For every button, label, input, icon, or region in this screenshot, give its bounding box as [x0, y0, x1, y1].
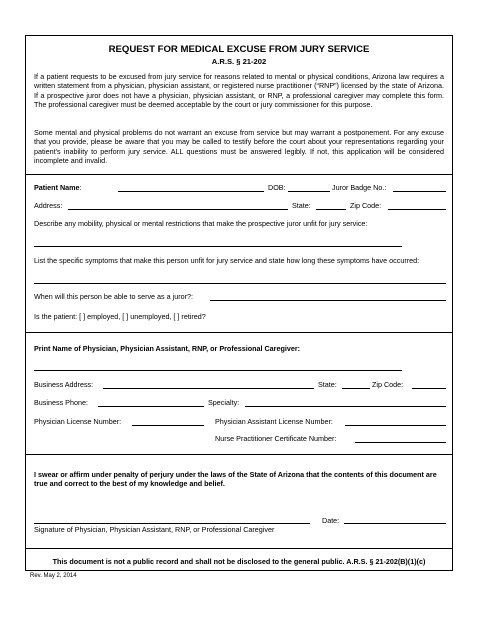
intro-paragraph-1: If a patient requests to be excused from jury service for reasons related to mental or physical conditions, Arizona law requires a written statement from a physician, physician assistant, or registered nurse practitioner (“RNP”) licensed by the state of Arizona. If a prospective juror does not have a physician, physician assistant, or RNP, a professional caregiver may complete this form. The professional caregiver must be deemed acceptable by the court or jury commissioner for this purpose.: [34, 72, 444, 110]
form-frame: [25, 35, 453, 571]
section-divider-1: [26, 174, 452, 175]
symptoms-field[interactable]: [34, 283, 446, 284]
patient-name-field[interactable]: [118, 191, 264, 192]
statute-reference: A.R.S. § 21-202: [211, 57, 267, 66]
business-address-field[interactable]: [103, 388, 314, 389]
dob-label: DOB:: [268, 183, 286, 192]
date-label: Date:: [322, 516, 340, 525]
print-name-label: Print Name of Physician, Physician Assistant, RNP, or Professional Caregiver:: [34, 344, 301, 353]
section-divider-4: [26, 548, 452, 549]
pa-license-label: Physician Assistant License Number:: [215, 417, 333, 426]
able-to-serve-label: When will this person be able to serve as a juror?:: [34, 292, 194, 301]
employment-status-label[interactable]: Is the patient: [ ] employed, [ ] unemployed, [ ] retired?: [34, 312, 206, 321]
business-state-field[interactable]: [342, 388, 370, 389]
specialty-label: Specialty:: [208, 398, 240, 407]
date-field[interactable]: [344, 523, 446, 524]
address-field[interactable]: [68, 209, 288, 210]
business-address-label: Business Address:: [34, 380, 94, 389]
signature-field[interactable]: [34, 523, 310, 524]
state-field[interactable]: [316, 209, 346, 210]
np-certificate-label: Nurse Practitioner Certificate Number:: [215, 434, 337, 443]
print-name-field[interactable]: [34, 370, 402, 371]
signature-label: Signature of Physician, Physician Assistant, RNP, or Professional Caregiver: [34, 525, 275, 534]
business-state-label: State:: [318, 380, 337, 389]
physician-license-label: Physician License Number:: [34, 417, 122, 426]
business-zip-label: Zip Code:: [372, 380, 404, 389]
pa-license-field[interactable]: [345, 425, 446, 426]
able-to-serve-field[interactable]: [210, 300, 446, 301]
patient-name-label: Patient Name:: [34, 183, 82, 192]
revision-date: Rev. May 2, 2014: [30, 573, 77, 579]
restrictions-label: Describe any mobility, physical or mental restrictions that make the prospective juror unfit for jury service:: [34, 219, 368, 228]
state-label: State:: [292, 201, 311, 210]
address-label: Address:: [34, 201, 63, 210]
dob-field[interactable]: [288, 191, 330, 192]
business-phone-field[interactable]: [98, 406, 204, 407]
zip-code-field[interactable]: [388, 209, 446, 210]
confidentiality-notice: This document is not a public record and shall not be disclosed to the general public. A.R.S. § 21-202(B)(1)(c): [52, 557, 426, 566]
intro-paragraph-2: Some mental and physical problems do not warrant an excuse from service but may warrant a postponement. For any excuse that you provide, please be aware that you may be called to testify before the court about your representations regarding your patient’s inability to perform jury service. ALL questions must be answered legibly. If not, this application will be considered incomplete and invalid.: [34, 128, 444, 166]
symptoms-label: List the specific symptoms that make this person unfit for jury service and state how long these symptoms have occurred:: [34, 256, 420, 265]
business-zip-field[interactable]: [412, 388, 446, 389]
physician-license-field[interactable]: [132, 425, 204, 426]
specialty-field[interactable]: [245, 406, 446, 407]
juror-badge-label: Juror Badge No.:: [332, 183, 387, 192]
restrictions-field[interactable]: [34, 246, 402, 247]
section-divider-2: [26, 332, 452, 333]
juror-badge-field[interactable]: [393, 191, 446, 192]
section-divider-3: [26, 454, 452, 455]
form-title: REQUEST FOR MEDICAL EXCUSE FROM JURY SERVICE: [108, 44, 370, 55]
np-certificate-field[interactable]: [355, 442, 446, 443]
zip-code-label: Zip Code:: [350, 201, 382, 210]
affirmation-statement: I swear or affirm under penalty of perjury under the laws of the State of Arizona that the contents of this document are true and correct to the best of my knowledge and belief.: [34, 470, 437, 489]
business-phone-label: Business Phone:: [34, 398, 88, 407]
